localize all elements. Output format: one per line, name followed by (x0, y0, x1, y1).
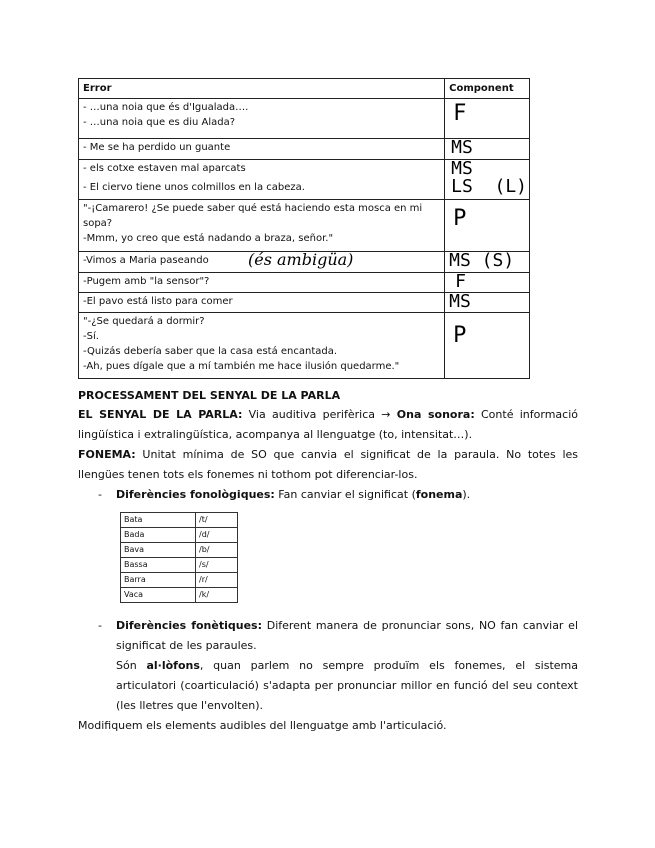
error-line: - …una noia que és d'Igualada…. (83, 102, 249, 113)
table-row (79, 139, 530, 160)
header-error: Error (79, 79, 445, 99)
phon-word: Bata (121, 513, 196, 528)
phon-word: Bassa (121, 558, 196, 573)
phon-word: Barra (121, 573, 196, 588)
phon-symbol: /s/ (196, 558, 238, 573)
error-line: -Sí. (83, 331, 99, 342)
header-component: Component (445, 79, 530, 99)
allofons-paragraph (116, 656, 578, 716)
senyal-text2: Conté informació lingüística i extralingüística, acompanya al llenguatge (to, intensitat…). (78, 408, 578, 441)
error-line: "-¡Camarero! ¿Se puede saber qué está haciendo esta mosca en mi sopa? (83, 203, 423, 229)
component-mark: LS (L) (451, 176, 527, 197)
error-line: - els cotxe estaven mal aparcats (83, 163, 246, 174)
error-line: -Vimos a Maria paseando (83, 255, 209, 266)
bullet-text: Fan canviar el significat ( (274, 488, 416, 501)
bullet-label: Diferències fonètiques: (116, 619, 262, 632)
phoneme-table (120, 512, 238, 603)
section-title: PROCESSAMENT DEL SENYAL DE LA PARLA (78, 389, 341, 402)
phon-symbol: /k/ (196, 588, 238, 603)
component-mark: P (453, 206, 467, 231)
phon-symbol: /t/ (196, 513, 238, 528)
phon-word: Bava (121, 543, 196, 558)
error-line: -Ah, pues dígale que a mí también me hace ilusión quedarme." (83, 361, 400, 372)
allofons-pre: Són (116, 659, 147, 672)
component-mark: MS (451, 137, 473, 158)
allofons-text: , quan parlem no sempre produïm els fonemes, el sistema articulatori (coarticulació) s'adapta per pronunciar millor en funció del seu context (les lletres que l'envolten). (116, 659, 578, 712)
table-row (121, 528, 238, 543)
phon-word: Vaca (121, 588, 196, 603)
bullet-dash: - (98, 619, 102, 632)
table-row (121, 513, 238, 528)
closing-sentence: Modifiquem els elements audibles del llenguatge amb l'articulació. (78, 719, 447, 732)
error-line: -Quizás debería saber que la casa está encantada. (83, 346, 338, 357)
bullet-fonetiques (98, 616, 578, 716)
bullet-bold: fonema (415, 488, 463, 501)
error-line: -Pugem amb "la sensor"? (83, 276, 210, 287)
error-line: - El ciervo tiene unos colmillos en la cabeza. (83, 182, 305, 193)
table-row (121, 588, 238, 603)
table-row (121, 573, 238, 588)
component-mark: MS (451, 158, 473, 179)
component-mark: P (453, 323, 467, 348)
table-row (79, 200, 530, 252)
fonema-paragraph (78, 445, 578, 485)
phon-symbol: /r/ (196, 573, 238, 588)
component-mark: F (453, 101, 467, 126)
error-line: "-¿Se quedará a dormir? (83, 316, 205, 327)
table-header-row (79, 79, 530, 99)
fonema-label: FONEMA: (78, 448, 136, 461)
error-line: -Mmm, yo creo que está nadando a braza, señor." (83, 233, 334, 244)
error-line: - Me se ha perdido un guante (83, 142, 231, 153)
fonema-text: Unitat mínima de SO que canvia el significat de la paraula. No totes les llengües tenen tots els fonemes ni tothom pot diferenciar-los. (78, 448, 578, 481)
error-line: - …una noia que es diu Alada? (83, 117, 236, 128)
component-mark: F (455, 271, 466, 292)
ona-sonora-label: Ona sonora: (396, 408, 475, 421)
phon-symbol: /d/ (196, 528, 238, 543)
bullet-label: Diferències fonològiques: (116, 488, 275, 501)
component-mark: MS (S) (449, 250, 515, 271)
table-row (121, 558, 238, 573)
error-line: -El pavo está listo para comer (83, 296, 233, 307)
bullet-fonologiques (98, 485, 578, 505)
senyal-label: EL SENYAL DE LA PARLA: (78, 408, 243, 421)
table-row (79, 160, 530, 200)
phon-word: Bada (121, 528, 196, 543)
senyal-paragraph (78, 405, 578, 445)
senyal-text1: Via auditiva perifèrica → (242, 408, 397, 421)
table-row (121, 543, 238, 558)
handwritten-note: (és ambigüa) (248, 250, 354, 269)
phon-symbol: /b/ (196, 543, 238, 558)
table-row (79, 99, 530, 139)
bullet-text: Diferent manera de pronunciar sons, NO fan canviar el significat de les paraules. (116, 619, 578, 652)
table-row (79, 313, 530, 379)
bullet-dash: - (98, 488, 102, 501)
table-row (79, 293, 530, 313)
errors-table (78, 78, 530, 379)
bullet-end: ). (462, 488, 471, 501)
component-mark: MS (449, 291, 471, 312)
allofons-bold: al·lòfons (146, 659, 200, 672)
table-row (79, 273, 530, 293)
